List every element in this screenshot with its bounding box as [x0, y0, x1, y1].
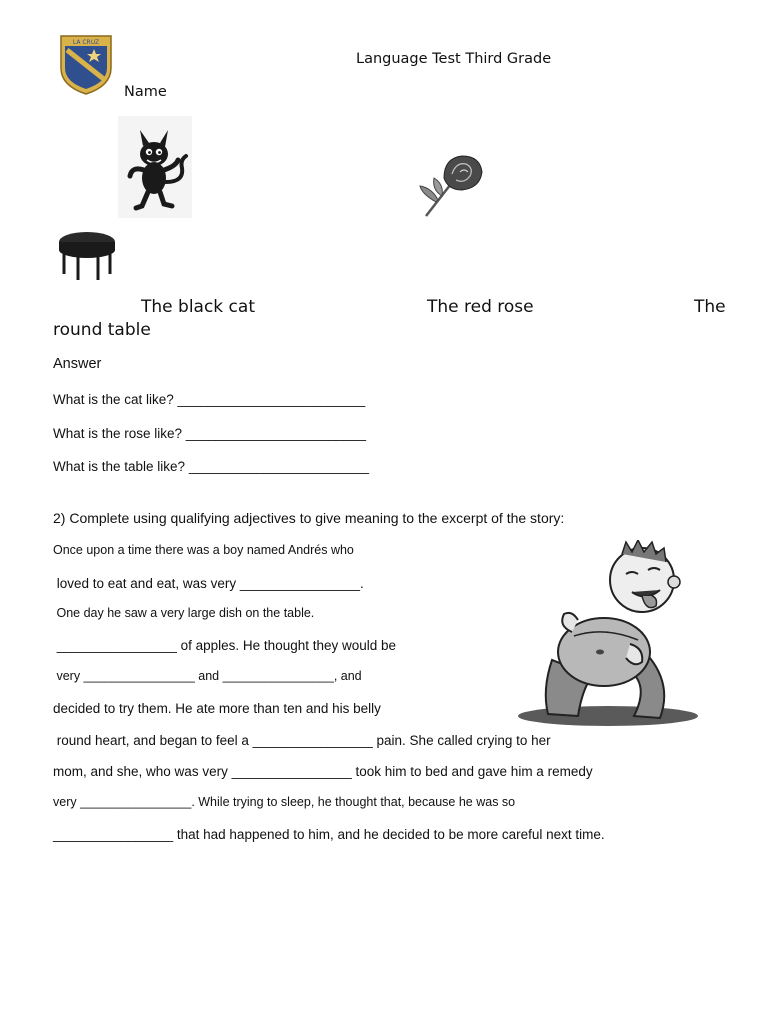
story-line: ________________ that had happened to him, and he decided to be more careful next time.: [53, 827, 605, 842]
black-cat-illustration: [118, 116, 192, 218]
story-line: mom, and she, who was very ________________ took him to bed and gave him a remedy: [53, 764, 593, 779]
question-table: What is the table like? ________________________: [53, 459, 370, 474]
story-line: Once upon a time there was a boy named Andrés who: [53, 543, 354, 557]
rose-illustration: [414, 150, 486, 220]
story-line: round heart, and began to feel a ________________ pain. She called crying to her: [53, 733, 551, 748]
school-crest-icon: [58, 34, 114, 96]
page-title: Language Test Third Grade: [356, 51, 552, 67]
caption-table-end: round table: [53, 320, 151, 340]
section2-instruction: 2) Complete using qualifying adjectives to give meaning to the excerpt of the story:: [53, 510, 565, 526]
caption-rose: The red rose: [427, 297, 534, 317]
round-table-illustration: [56, 228, 118, 282]
answer-heading: Answer: [53, 356, 102, 372]
story-line: One day he saw a very large dish on the table.: [53, 606, 315, 620]
boy-full-belly-illustration: [512, 540, 698, 728]
question-rose: What is the rose like? ________________________: [53, 426, 366, 441]
caption-cat: The black cat: [141, 297, 255, 317]
crest-lettering: LA CRUZ: [72, 39, 100, 46]
story-line: very ________________ and ________________, and: [53, 669, 362, 683]
story-line: decided to try them. He ate more than ten and his belly: [53, 701, 381, 716]
story-line: loved to eat and eat, was very ________________.: [53, 576, 364, 591]
story-line: very ________________. While trying to sleep, he thought that, because he was so: [53, 795, 516, 809]
question-cat: What is the cat like? _________________________: [53, 392, 366, 407]
story-line: ________________ of apples. He thought they would be: [53, 638, 397, 653]
name-label: Name: [124, 84, 167, 100]
caption-table-start: The: [694, 297, 726, 317]
